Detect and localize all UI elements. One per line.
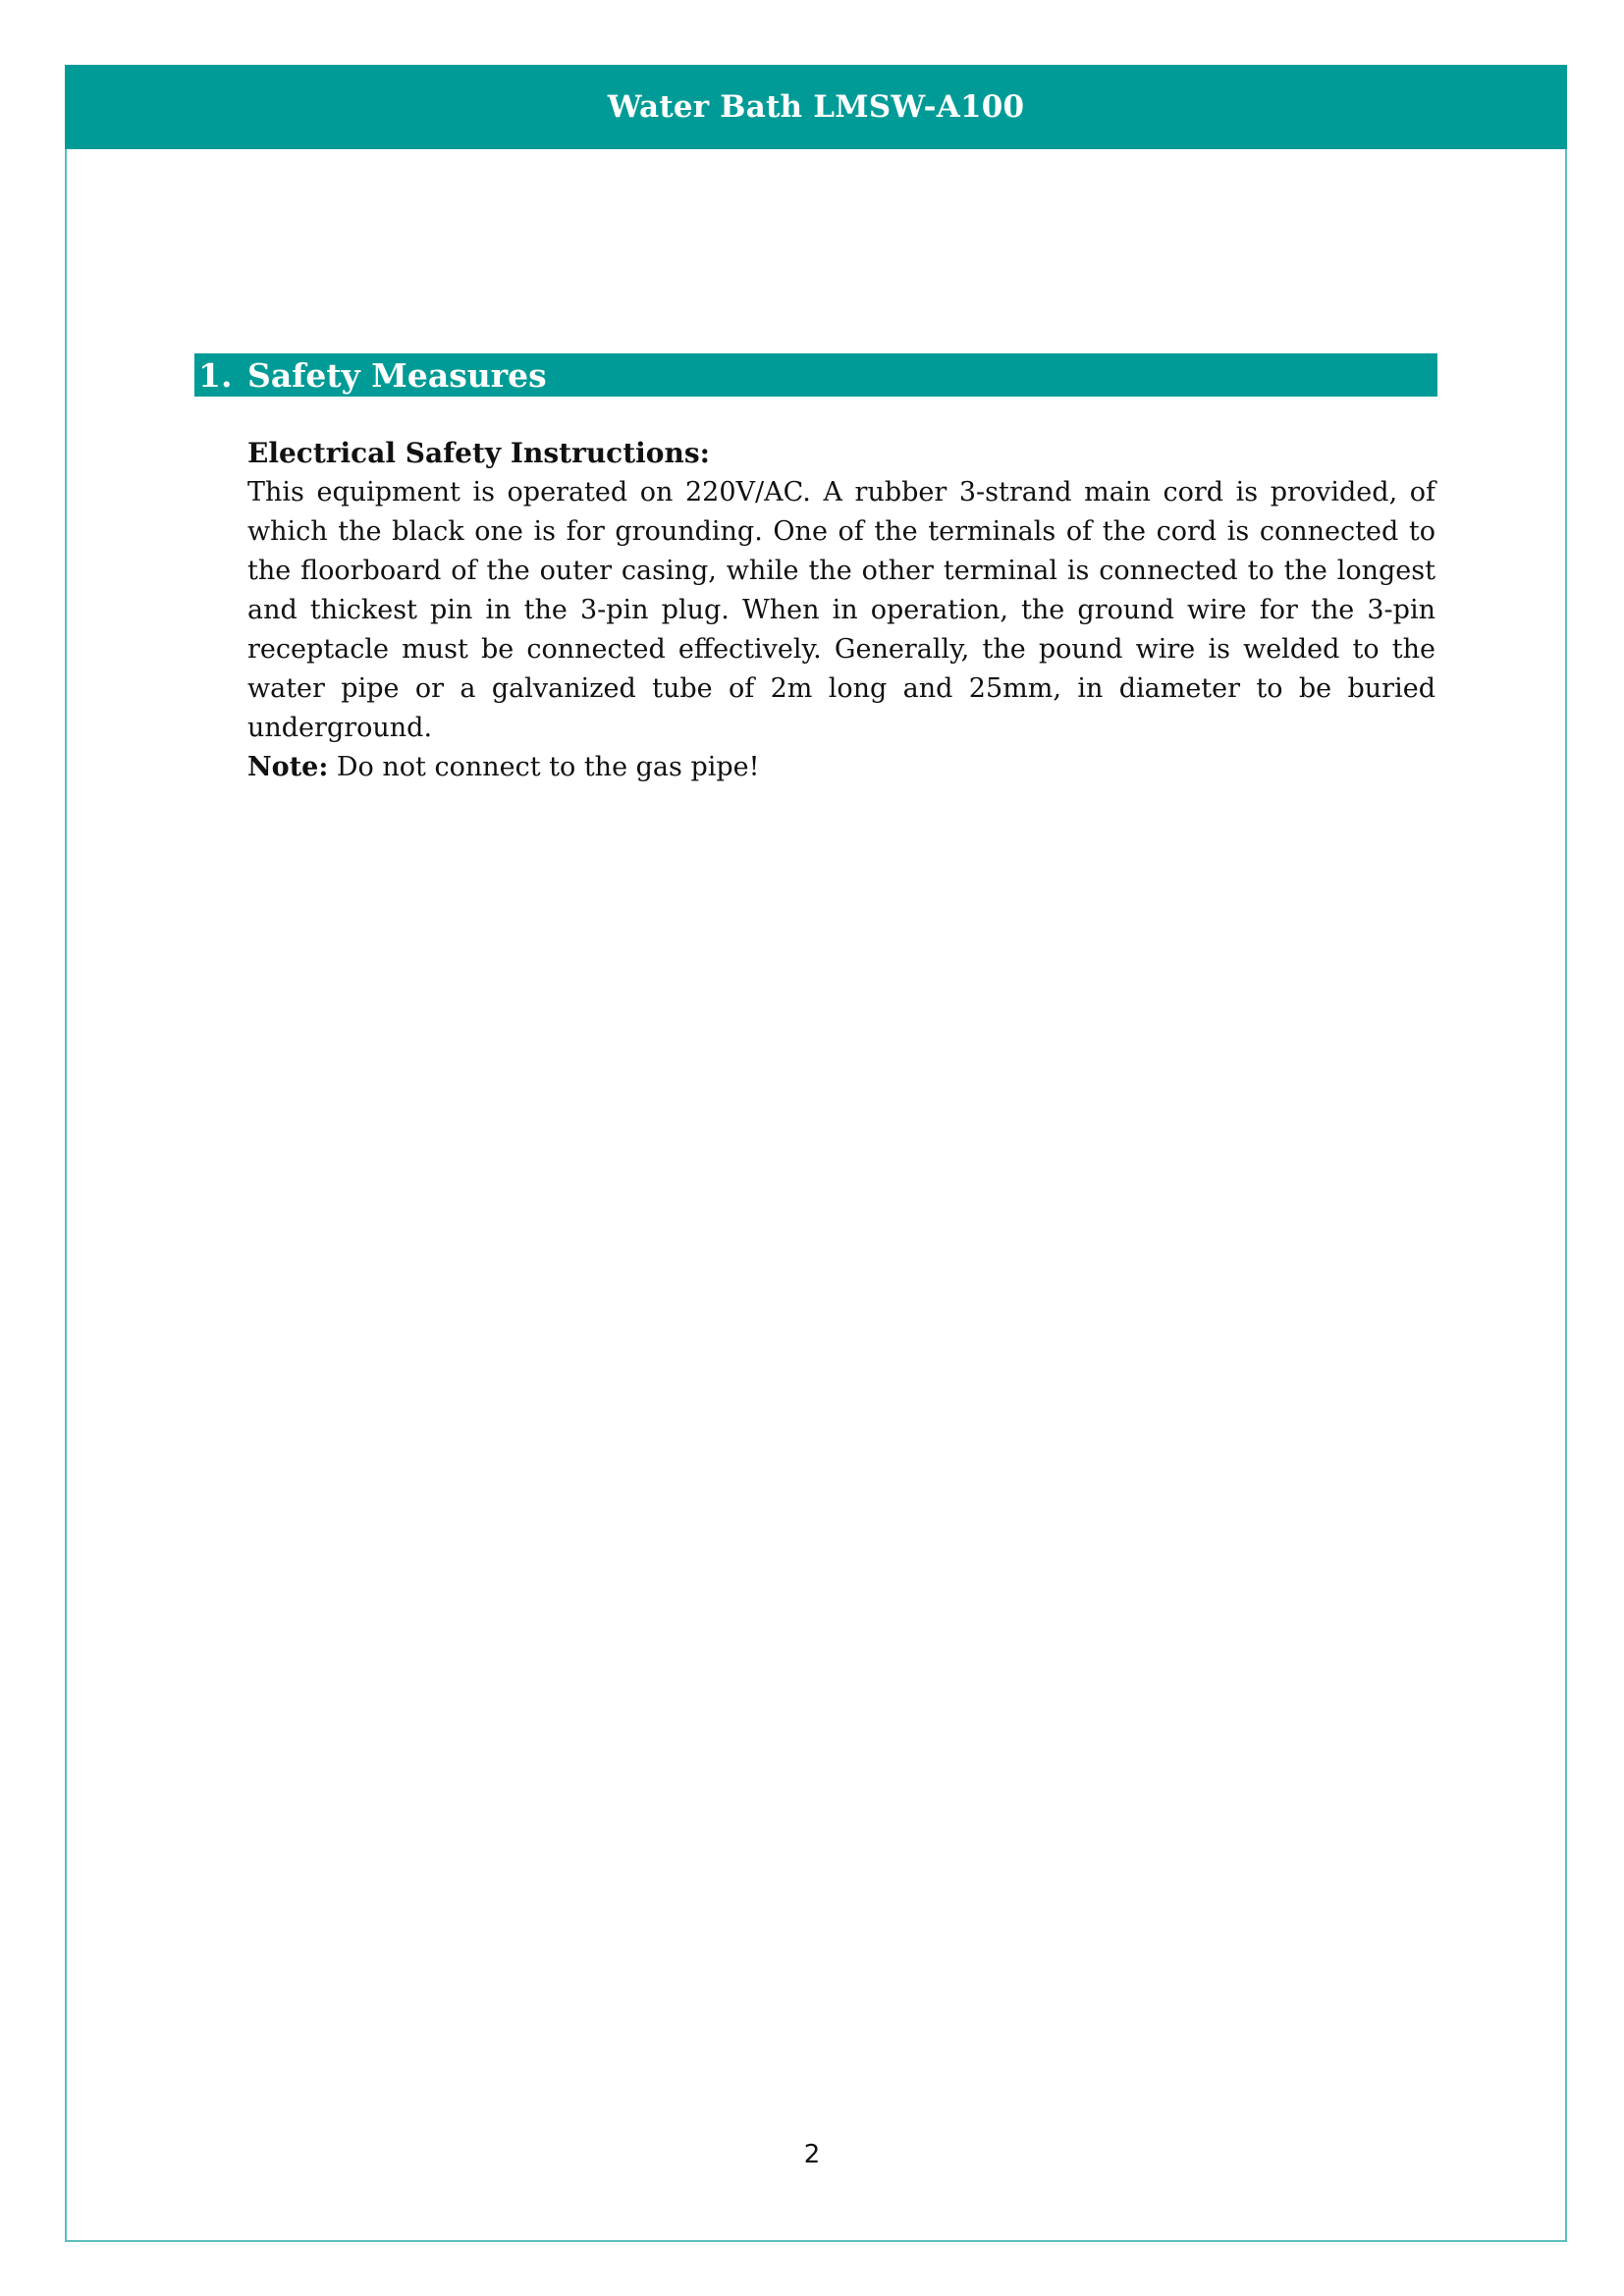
note-text: Do not connect to the gas pipe! (328, 752, 760, 782)
page-number: 2 (803, 2140, 821, 2169)
body-paragraph: This equipment is operated on 220V/AC. A rubber 3-strand main cord is provided, of which the black one is for grounding. One of the terminals of the cord is connected to the floorboard of the outer casing, while the other terminal is connected to the longest and thickest pin in the 3-pin plug. When in operation, the ground wire for the 3-pin receptacle must be connected effectively. Generally, the pound wire is welded to the water pipe or a galvanized tube of 2m long and 25mm, in diameter to be buried underground. (247, 477, 1435, 743)
subheading: Electrical Safety Instructions: (247, 437, 710, 469)
document-title: Water Bath LMSW-A100 (607, 89, 1025, 125)
note-label: Note: (247, 752, 329, 782)
section-content (247, 434, 1435, 787)
header-bar (65, 65, 1567, 149)
section-heading-bar (194, 353, 1437, 397)
section-title: Safety Measures (247, 355, 547, 395)
section-number: 1. (198, 355, 233, 395)
note-line (247, 748, 1435, 787)
